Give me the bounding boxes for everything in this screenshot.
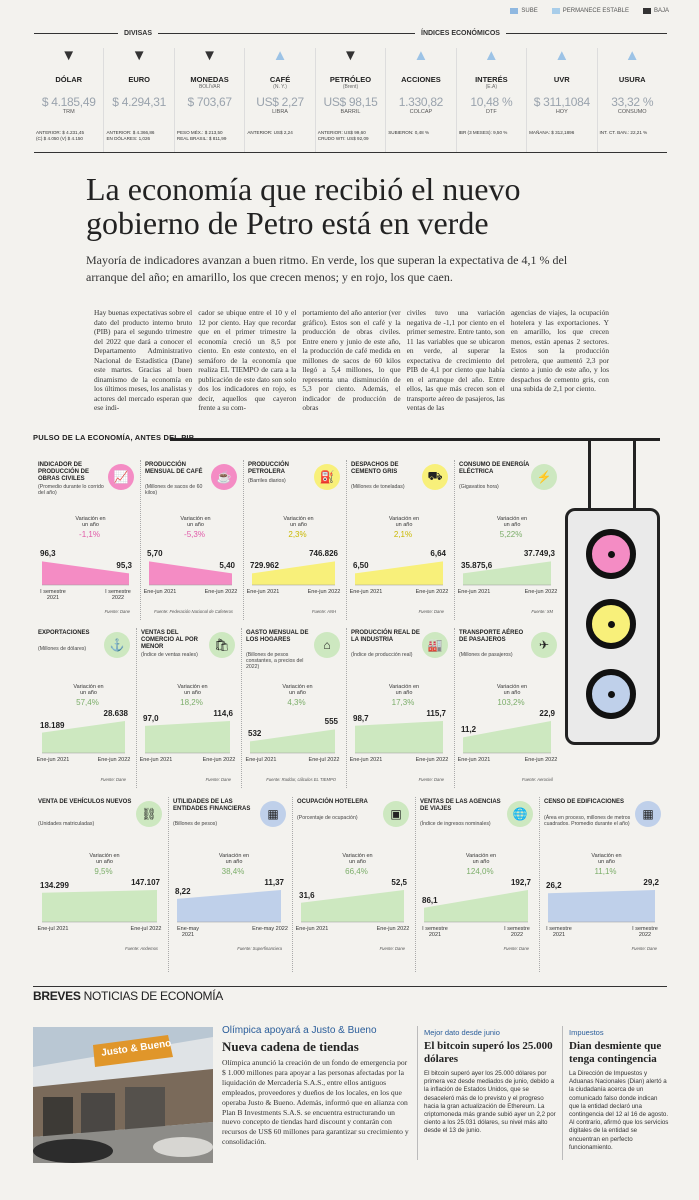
- card-area: [548, 890, 655, 922]
- green-lamp: [586, 669, 636, 719]
- card-6: [137, 628, 242, 788]
- card-title: CENSO DE EDIFICACIONES: [544, 799, 625, 805]
- card-subtitle: (Millones de sacos de 60 kilos): [145, 484, 203, 496]
- variation-percent: 11,1%: [594, 867, 617, 876]
- variation-label: Variación en un año: [73, 684, 104, 696]
- card-title: EXPORTACIONES: [38, 630, 90, 636]
- value-end: 147.107: [131, 878, 160, 887]
- shopping-bag-icon: 🛍: [209, 632, 235, 658]
- card-13: [416, 797, 540, 972]
- airplane-icon: ✈: [531, 632, 557, 658]
- value-start: 532: [248, 729, 262, 739]
- period-start: Ene-jun 2021: [457, 589, 491, 595]
- indicator-unit: COLCAP: [409, 109, 433, 115]
- article2-body: El bitcoin superó ayer los 25.000 dólares por primera vez desde mediados de junio, debido a la inflación de Estados Unidos, que se desaceleró más de lo previsto y el progreso hacia la gran actualización de Ethereum. La criptomoneda más grande subió ayer un 2,2 por ciento a los 25.031 dólares, su nivel más alto desde el 13 de junio.: [424, 1070, 556, 1135]
- value-end: 555: [324, 717, 338, 727]
- indicator-row: [34, 48, 667, 152]
- body-column-1: Hay buenas expectativas sobre el dato del producto interno bruto (PIB) para el segundo trimestre del 2022 que dará a conocer el Departamento Administrativo Nacional de Estadística (Dane) este martes. Gracias al buen dinamismo de la economía en los últimos meses, los analistas y actores del mercado esperan que ese indi-: [94, 308, 193, 412]
- variation-percent: 38,4%: [221, 867, 245, 876]
- card-12: [293, 797, 416, 972]
- indicator-sub: [598, 84, 667, 91]
- cement-truck-icon: ⛟: [422, 464, 448, 490]
- trend-up-icon: ▲: [413, 47, 429, 64]
- indicator-unit: DTF: [485, 109, 497, 115]
- traffic-light: [565, 508, 660, 745]
- chart-icon: 📈: [108, 464, 134, 490]
- variation-percent: 2,1%: [393, 530, 413, 539]
- red-lamp: [586, 529, 636, 579]
- variation-label: Variación en un año: [75, 516, 106, 528]
- indicator-sub: (E.A): [485, 84, 498, 90]
- card-area: [177, 890, 281, 922]
- car-icon: ⛓: [136, 801, 162, 827]
- value-start: 26,2: [546, 881, 562, 891]
- card-title: VENTA DE VEHÍCULOS NUEVOS: [38, 799, 132, 805]
- value-end: 115,7: [426, 709, 446, 718]
- header-bottom-rule: [34, 152, 667, 153]
- card-source: Fuente: Andemos: [125, 946, 158, 951]
- indicator-footnote: ANTERIOR: US$ 2,24: [247, 130, 293, 135]
- value-end: 37.749,3: [523, 549, 555, 559]
- coffee-icon: ☕: [211, 464, 237, 490]
- card-0: [34, 460, 141, 620]
- indicator-value: 10,48 %: [470, 95, 513, 109]
- value-start: 134.299: [40, 880, 69, 890]
- indicator-name: USURA: [618, 75, 646, 84]
- period-end: Ene-jun 2022: [97, 757, 131, 763]
- value-start: 97,0: [143, 713, 159, 723]
- power-tower-icon: ⚡: [531, 464, 557, 490]
- period-end: I semestre 2022: [504, 926, 530, 938]
- column-divider: [562, 1026, 563, 1160]
- card-title: OCUPACIÓN HOTELERA: [297, 799, 368, 805]
- card-source: Fuente: XM: [531, 609, 553, 614]
- value-start: 729.962: [250, 561, 279, 571]
- article2-headline: El bitcoin superó los 25.000 dólares: [424, 1040, 553, 1065]
- period-start: I semestre 2021: [422, 926, 448, 938]
- card-subtitle: (Barriles diarios): [248, 478, 286, 484]
- value-start: 96,3: [40, 549, 56, 559]
- card-chart: [242, 628, 347, 788]
- period-start: Ene-jul 2021: [37, 926, 69, 932]
- card-subtitle: (Promedio durante lo corrido del año): [38, 484, 104, 496]
- legend-flat: PERMANECE ESTABLE: [552, 8, 629, 14]
- globe-icon: 🌐: [507, 801, 533, 827]
- value-start: 31,6: [299, 890, 315, 900]
- card-source: Fuente: Dane: [631, 946, 657, 951]
- period-start: Ene-jul 2021: [245, 757, 277, 763]
- value-start: 35.875,6: [461, 561, 493, 571]
- variation-label: Variación en un año: [591, 853, 622, 865]
- variation-percent: 2,3%: [288, 530, 307, 539]
- finance-icon: ▦: [260, 801, 286, 827]
- trend-down-icon: ▼: [343, 47, 358, 64]
- headline: La economía que recibió el nuevo gobierno de Petro está en verde: [86, 171, 521, 241]
- card-area: [250, 729, 335, 753]
- card-subtitle: (Área en proceso, millones de metros cuadrados. Promedio durante el año): [544, 815, 631, 827]
- indicator-value: $ 703,67: [187, 95, 232, 109]
- pulse-title: PULSO DE LA ECONOMÍA, ANTES DEL PIB: [33, 433, 195, 442]
- card-title: INDICADOR DE PRODUCCIÓN DE OBRAS CIVILES: [38, 462, 90, 482]
- indicator-value: US$ 98,15: [323, 95, 378, 109]
- card-title: TRANSPORTE AÉREO DE PASAJEROS: [459, 630, 524, 643]
- variation-percent: 66,4%: [345, 867, 368, 876]
- indicator-5: [386, 48, 456, 152]
- value-end: 52,5: [391, 878, 407, 887]
- card-title: PRODUCCIÓN REAL DE LA INDUSTRIA: [351, 630, 420, 643]
- card-area: [355, 721, 443, 753]
- card-9: [455, 628, 563, 788]
- variation-label: Variación en un año: [218, 853, 250, 865]
- trend-up-icon: ▲: [483, 47, 499, 64]
- column-divider: [417, 1026, 418, 1160]
- indicator-name: EURO: [128, 75, 150, 84]
- indicator-sub: [386, 84, 455, 91]
- yellow-lamp: [586, 599, 636, 649]
- factory-icon: 🏭: [422, 632, 448, 658]
- body-column-2: cador se ubique entre el 10 y el 12 por ciento. Hay que recordar que en el primer trimestre la economía creció un 8,5 por ciento. En este contexto, en el semáforo de la economía que realiza EL TIEMPO de cara a la publicación de este dato son solo dos los indicadores en rojo, es decir, aquellos que cayeron frente a su com-: [198, 308, 297, 412]
- period-end: Ene-jun 2022: [376, 926, 410, 932]
- period-end: Ene-jun 2022: [415, 589, 449, 595]
- indicator-6: [457, 48, 527, 152]
- variation-label: Variación en un año: [496, 684, 528, 696]
- trend-down-icon: ▼: [61, 47, 77, 64]
- period-start: Ene-jun 2021: [139, 757, 173, 763]
- variation-percent: 124,0%: [466, 867, 494, 876]
- indicator-sub: (N. Y.): [273, 84, 287, 90]
- card-10: [34, 797, 169, 972]
- article3-body: La Dirección de Impuestos y Aduanas Nacionales (Dian) alertó a la ciudadanía acerca de un comunicado falso donde indican que la entidad declaró una contingencia del 12 al 16 de agosto. Al contrario, afirmó que los servicios digitales de la entidad se encuentran en perfecto funcionamiento.: [569, 1070, 669, 1151]
- card-source: Fuente: ANH: [311, 609, 336, 614]
- indicator-value: $ 4.185,49: [41, 95, 96, 109]
- traffic-light-bar: [170, 438, 660, 441]
- card-title: PRODUCCIÓN PETROLERA: [248, 462, 290, 475]
- article3-headline: Dian desmiente que tenga contingencia: [569, 1040, 662, 1065]
- period-start: I semestre 2021: [40, 589, 66, 601]
- card-source: Fuente: Dane: [100, 777, 126, 782]
- card-chart: [347, 460, 455, 620]
- card-chart: [244, 460, 347, 620]
- card-subtitle: (Millones de pasajeros): [459, 652, 513, 658]
- value-end: 6,64: [430, 549, 446, 559]
- period-start: Ene-jun 2021: [349, 757, 383, 763]
- variation-label: Variación en un año: [177, 684, 208, 696]
- period-end: Ene-jul 2022: [308, 757, 340, 763]
- value-end: 22,9: [539, 709, 555, 718]
- value-start: 18.189: [40, 720, 65, 730]
- indicator-7: [527, 48, 597, 152]
- card-area: [301, 890, 404, 922]
- indicator-unit: BARRIL: [340, 109, 361, 115]
- article1-kicker: Olímpica apoyará a Justo & Bueno: [222, 1025, 377, 1036]
- card-5: [34, 628, 137, 788]
- store-photo: [33, 1027, 213, 1163]
- card-subtitle: (Unidades matriculadas): [38, 821, 95, 827]
- indicator-sub: [527, 84, 596, 91]
- variation-label: Variación en un año: [342, 853, 373, 865]
- variation-label: Variación en un año: [465, 853, 497, 865]
- card-subtitle: (Millones de dólares): [38, 646, 87, 652]
- card-area: [145, 721, 230, 753]
- period-end: Ene-jun 2022: [524, 589, 558, 595]
- trend-up-icon: ▲: [554, 47, 570, 64]
- card-1: [141, 460, 244, 620]
- indicator-value: $ 4.294,31: [112, 95, 167, 109]
- period-end: Ene-jun 2022: [307, 589, 341, 595]
- card-chart: [347, 628, 455, 788]
- period-start: Ene-jun 2021: [295, 926, 329, 932]
- card-3: [347, 460, 455, 620]
- trend-down-icon: ▼: [131, 47, 147, 64]
- variation-percent: 103,2%: [497, 698, 525, 707]
- lede: Mayoría de indicadores avanzan a buen ritmo. En verde, los que superan la expectativa de 4,1 % del arranque del año; en amarillo, los que crecen menos; y en rojo, los que caen.: [86, 253, 568, 284]
- period-end: Ene-may 2022: [252, 926, 288, 932]
- trend-up-icon: ▲: [624, 47, 640, 64]
- oil-pump-icon: ⛽: [314, 464, 340, 490]
- card-7: [242, 628, 347, 788]
- indicator-name: ACCIONES: [401, 75, 441, 84]
- card-area: [424, 890, 528, 922]
- value-end: 746.826: [309, 549, 338, 559]
- indicator-0: [34, 48, 104, 152]
- indicator-value: $ 311,1084: [533, 95, 590, 109]
- variation-percent: 9,5%: [94, 867, 113, 876]
- value-end: 28.638: [103, 709, 128, 718]
- value-start: 98,7: [353, 713, 369, 723]
- body-column-3: portamiento del año anterior (ver gráfico). Estos son el café y la producción de obras civiles. Entre enero y junio de este año, la producción de café medida en millones de sacos de 60 kilos llegó a 5,4 millones, lo que representa una disminución de 5,3 por ciento. Además, el indicador de producción de obras: [302, 308, 401, 412]
- indicator-name: UVR: [553, 75, 570, 84]
- card-source: Fuente: Dane: [205, 777, 231, 782]
- period-start: I semestre 2021: [546, 926, 572, 938]
- period-start: Ene-jun 2021: [246, 589, 280, 595]
- indicator-value: 1.330,82: [398, 95, 444, 109]
- card-source: Fuente: Dane: [503, 946, 529, 951]
- card-title: CONSUMO DE ENERGÍA ELÉCTRICA: [459, 462, 530, 475]
- card-chart: [455, 628, 563, 788]
- card-title: DESPACHOS DE CEMENTO GRIS: [351, 462, 399, 475]
- card-subtitle: (Porcentaje de ocupación): [297, 815, 358, 821]
- card-subtitle: (Índice de ingresos nominales): [420, 821, 491, 827]
- indicator-name: PETRÓLEO: [329, 75, 372, 84]
- indicator-sub: [34, 84, 103, 91]
- indicator-1: [104, 48, 174, 152]
- value-end: 114,6: [213, 709, 233, 718]
- period-end: Ene-jun 2022: [202, 757, 236, 763]
- card-subtitle: (Billones de pesos): [173, 821, 218, 827]
- indicator-unit: HOY: [555, 109, 568, 115]
- article2-kicker: Mejor dato desde junio: [424, 1028, 500, 1037]
- value-start: 6,50: [353, 561, 369, 571]
- period-end: Ene-jul 2022: [130, 926, 162, 932]
- value-end: 29,2: [643, 878, 659, 887]
- indicator-3: [245, 48, 315, 152]
- value-start: 5,70: [147, 549, 163, 559]
- indicator-name: CAFÉ: [269, 75, 291, 84]
- card-title: VENTAS DEL COMERCIO AL POR MENOR: [141, 630, 199, 650]
- card-chart: [137, 628, 242, 788]
- card-title: VENTAS DE LAS AGENCIAS DE VIAJES: [420, 799, 501, 812]
- section-indices: ÍNDICES ECONÓMICOS: [415, 30, 506, 37]
- card-source: Fuente: Dane: [418, 609, 444, 614]
- indicator-value: 33,32 %: [611, 95, 654, 109]
- legend-up: SUBE: [510, 8, 537, 14]
- variation-percent: 18,2%: [180, 698, 203, 707]
- card-source: Fuente: Aerocivil: [521, 777, 553, 782]
- traffic-light-pole-right: [633, 438, 636, 510]
- period-start: Ene-jun 2021: [143, 589, 177, 595]
- indicator-name: INTERÉS: [475, 75, 508, 84]
- indicator-unit: LIBRA: [272, 109, 288, 115]
- breves-header: BREVES NOTICIAS DE ECONOMÍA: [33, 989, 223, 1003]
- hotel-icon: ▣: [383, 801, 409, 827]
- variation-percent: 5,22%: [499, 530, 523, 539]
- indicator-unit: CONSUMO: [617, 109, 647, 115]
- card-chart: [34, 628, 137, 788]
- period-end: Ene-jun 2022: [524, 757, 558, 763]
- article3-kicker: Impuestos: [569, 1028, 604, 1037]
- card-4: [455, 460, 563, 620]
- period-end: I semestre 2022: [632, 926, 658, 938]
- variation-label: Variación en un año: [180, 516, 211, 528]
- indicator-2: [175, 48, 245, 152]
- indicator-name: MONEDAS: [190, 75, 229, 84]
- card-source: Fuente: Raddar, cálculos EL TIEMPO: [266, 777, 336, 782]
- value-end: 5,40: [219, 561, 235, 571]
- variation-percent: -1,1%: [79, 530, 100, 539]
- body-columns: [94, 308, 609, 413]
- house-icon: ⌂: [314, 632, 340, 658]
- ship-icon: ⚓: [104, 632, 130, 658]
- value-start: 86,1: [422, 895, 438, 905]
- store-sign: Justo & Bueno: [100, 1038, 172, 1059]
- card-title: GASTO MENSUAL DE LOS HOGARES: [246, 630, 309, 643]
- article1-body: Olímpica anunció la creación de un fondo de emergencia por $ 1.000 millones para apoyar a las personas afectadas por la liquidación de Mercadería S.A.S., entre ellos antiguos empleados, proveedores y dueños de los locales, en los que operaba Justo & Bueno. Además, informó que en alianza con Plan B Investments S.A.S. se encuentra estructurando un nuevo concepto de tiendas hard discount y contarán con recursos de US$ 60 millones para garantizar su crecimiento y consolidación.: [222, 1058, 409, 1147]
- indicator-8: [598, 48, 667, 152]
- trend-up-icon: ▲: [272, 47, 288, 64]
- indicator-name: DÓLAR: [55, 75, 83, 84]
- card-2: [244, 460, 347, 620]
- period-start: Ene-jun 2021: [457, 757, 491, 763]
- card-source: Fuente: Dane: [418, 777, 444, 782]
- indicator-sub: [104, 84, 173, 91]
- indicator-value: US$ 2,27: [256, 95, 304, 109]
- period-end: Ene-jun 2022: [204, 589, 238, 595]
- value-start: 8,22: [175, 886, 191, 896]
- card-chart: [455, 460, 563, 620]
- indicator-footnote: MAÑANA: $ 312,1896: [529, 130, 575, 135]
- card-subtitle: (Índice de producción real): [351, 652, 413, 658]
- card-source: Fuente: Dane: [104, 609, 130, 614]
- card-source: Fuente: Dane: [379, 946, 405, 951]
- card-8: [347, 628, 455, 788]
- card-source: Fuente: Federación Nacional de Cafeteros: [154, 609, 233, 614]
- period-end: Ene-jun 2022: [415, 757, 449, 763]
- period-start: Ene-jun 2021: [36, 757, 70, 763]
- period-end: I semestre 2022: [105, 589, 131, 601]
- indicator-footnote: INT. CT. BAN.: 22,21 %: [599, 130, 648, 135]
- indicator-footnote: SUBIERON: 0,48 %: [388, 130, 430, 135]
- variation-label: Variación en un año: [89, 853, 120, 865]
- traffic-light-pole-left: [588, 438, 591, 510]
- indicator-footnote: PESO MÉX.: $ 213,50 REAL BRASIL: $ 811,99: [176, 130, 227, 141]
- variation-label: Variación en un año: [496, 516, 528, 528]
- card-chart: [141, 460, 244, 620]
- indicator-sub: (Brent): [342, 84, 359, 90]
- card-11: [169, 797, 293, 972]
- variation-percent: -5,3%: [184, 530, 205, 539]
- trend-down-icon: ▼: [202, 47, 218, 64]
- card-area: [42, 890, 157, 922]
- value-start: 11,2: [461, 725, 477, 735]
- variation-label: Variación en un año: [388, 684, 420, 696]
- variation-label: Variación en un año: [282, 684, 313, 696]
- card-subtitle: (Índice de ventas reales): [141, 652, 198, 658]
- body-column-5: agencias de viajes, la ocupación hotelera y las exportaciones. Y en amarillo, los que crecen menos, están apenas 2 sectores. Estos son la producción petrolera, que aumentó 2,3 por ciento a junio de este año, y los despachos de cemento gris, con una subida de 2,1 por ciento.: [510, 308, 610, 393]
- card-subtitle: (Millones de toneladas): [351, 484, 405, 490]
- body-column-4: civiles tuvo una variación negativa de -1,1 por ciento en el primer semestre. Entre tanto, son 11 las variables que se ubicaron en verde, al superar la expectativa de crecimiento del PIB de 4,1 por ciento que había en el arranque del año. Entre ellos, las que más crecen son el transporte aéreo de pasajeros, las ventas de las: [406, 308, 505, 412]
- value-end: 95,3: [116, 561, 132, 571]
- card-title: UTILIDADES DE LAS ENTIDADES FINANCIERAS: [173, 799, 251, 812]
- period-start: Ene-jun 2021: [349, 589, 383, 595]
- article1-headline: Nueva cadena de tiendas: [222, 1039, 359, 1054]
- building-icon: ▦: [635, 801, 661, 827]
- indicator-footnote: ANTERIOR: $ 4.231,45 (C) $ 4.050 (V) $ 4.150: [36, 130, 85, 141]
- indicator-4: [316, 48, 386, 152]
- value-end: 192,7: [510, 878, 531, 887]
- breves-rule: [33, 986, 667, 987]
- variation-label: Variación en un año: [388, 516, 420, 528]
- indicator-footnote: IBR (3 MESES): 9,50 %: [458, 130, 508, 135]
- variation-label: Variación en un año: [283, 516, 314, 528]
- card-area: [463, 721, 551, 753]
- indicator-footnote: ANTERIOR: $ 4.366,86 EN DÓLARES: 1,026: [106, 130, 155, 141]
- indicator-footnote: ANTERIOR: US$ 99,60 CRUDO WTI: US$ 92,09: [317, 130, 369, 141]
- indicator-unit: TRM: [62, 109, 75, 115]
- card-14: [540, 797, 667, 972]
- legend-down: BAJA: [643, 8, 669, 14]
- card-subtitle: (Billones de pesos constantes, a precios del 2022): [246, 652, 304, 670]
- trend-legend: [510, 8, 669, 14]
- variation-percent: 57,4%: [76, 698, 99, 707]
- period-start: Ene-may 2021: [176, 926, 199, 938]
- card-title: PRODUCCIÓN MENSUAL DE CAFÉ: [145, 462, 203, 475]
- variation-percent: 17,3%: [391, 698, 415, 707]
- variation-percent: 4,3%: [287, 698, 306, 707]
- card-subtitle: (Gigavatios hora): [459, 484, 499, 490]
- indicator-sub: BOLÍVAR: [198, 84, 221, 90]
- card-source: Fuente: Superfinanciera: [237, 946, 282, 951]
- section-divisas: DIVISAS: [118, 30, 158, 37]
- value-end: 11,37: [264, 878, 284, 887]
